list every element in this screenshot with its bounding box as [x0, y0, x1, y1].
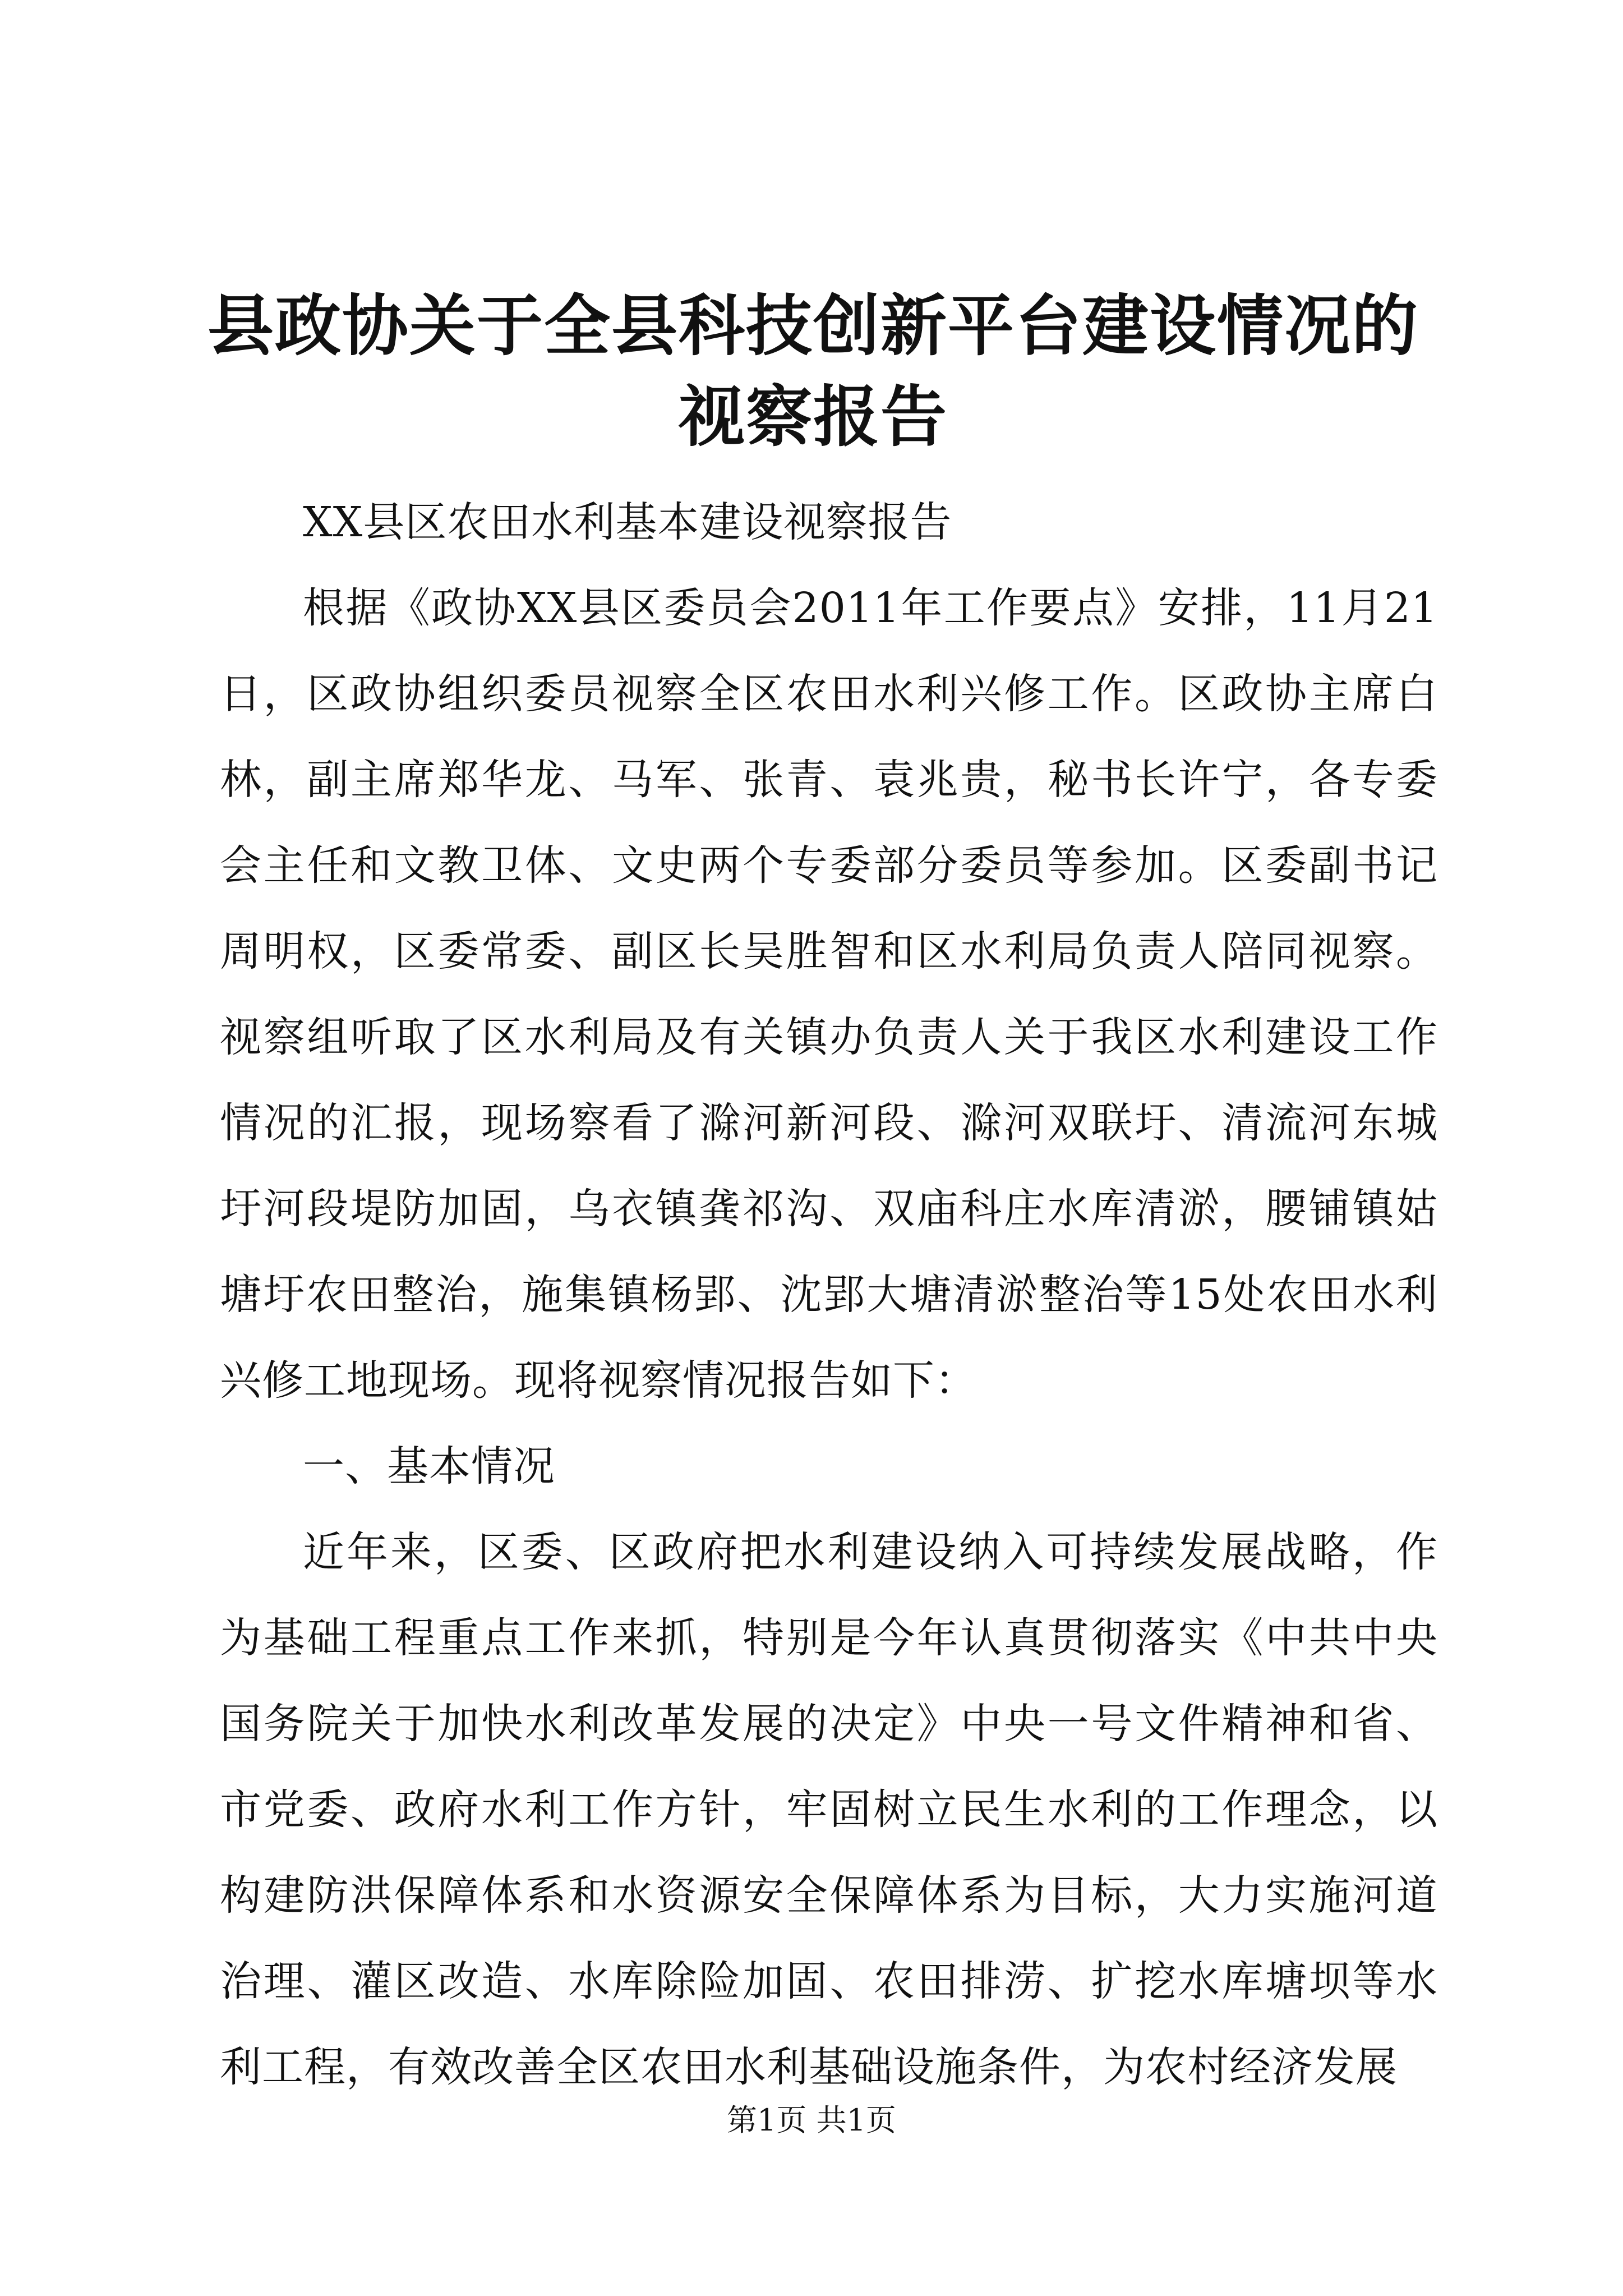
- document-title: 县政协关于全县科技创新平台建设情况的视察报告: [207, 287, 1419, 455]
- basic-situation-paragraph: 近年来，区委、区政府把水利建设纳入可持续发展战略，作为基础工程重点工作来抓，特别是今年认真贯彻落实《中共中央国务院关于加快水利改革发展的决定》中央一号文件精神和省、市党委、政府水利工作方针，牢固树立民生水利的工作理念，以构建防洪保障体系和水资源安全保障体系为目标，大力实施河道治理、灌区改造、水库除险加固、农田排涝、扩挖水库塘坝等水利工程，有效改善全区农田水利基础设施条件，为农村经济发展: [220, 1528, 1438, 2091]
- page-number-footer: 第1页 共1页: [727, 2102, 896, 2138]
- intro-paragraph: 根据《政协XX县区委员会2011年工作要点》安排，11月21日，区政协组织委员视察全区农田水利兴修工作。区政协主席白林，副主席郑华龙、马军、张青、袁兆贵，秘书长许宁，各专委会主任和文教卫体、文史两个专委部分委员等参加。区委副书记周明权，区委常委、副区长吴胜智和区水利局负责人陪同视察。视察组听取了区水利局及有关镇办负责人关于我区水利建设工作情况的汇报，现场察看了滁河新河段、滁河双联圩、清流河东城圩河段堤防加固，乌衣镇龚祁沟、双庙科庄水库清淤，腰铺镇姑塘圩农田整治，施集镇杨郢、沈郢大塘清淤整治等15处农田水利兴修工地现场。现将视察情况报告如下：: [220, 584, 1438, 1405]
- section-heading: 一、基本情况: [303, 1442, 555, 1490]
- document-body: [220, 480, 1438, 2110]
- subtitle-paragraph: XX县区农田水利基本建设视察报告: [303, 498, 952, 546]
